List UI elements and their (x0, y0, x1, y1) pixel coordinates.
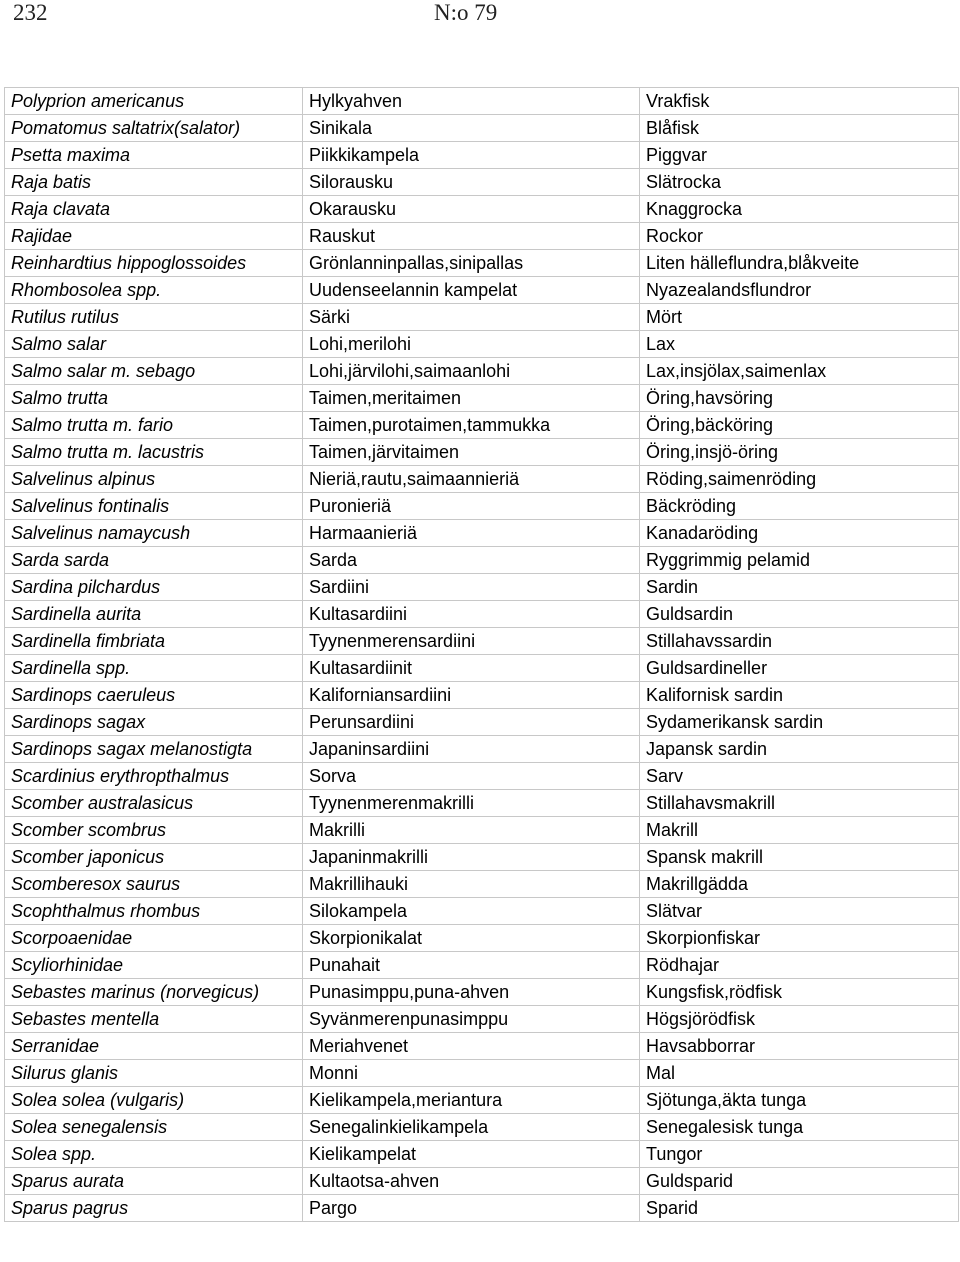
swedish-name-cell: Vrakfisk (640, 88, 959, 115)
latin-name-cell: Salvelinus namaycush (5, 520, 303, 547)
swedish-name-cell: Sydamerikansk sardin (640, 709, 959, 736)
table-row (5, 142, 959, 169)
finnish-name-cell: Uudenseelannin kampelat (303, 277, 640, 304)
finnish-name-cell: Pargo (303, 1195, 640, 1222)
finnish-name-cell: Sarda (303, 547, 640, 574)
swedish-name-cell: Högsjörödfisk (640, 1006, 959, 1033)
latin-name-cell: Scorpoaenidae (5, 925, 303, 952)
swedish-name-cell: Bäckröding (640, 493, 959, 520)
finnish-name-cell: Grönlanninpallas,sinipallas (303, 250, 640, 277)
swedish-name-cell: Havsabborrar (640, 1033, 959, 1060)
swedish-name-cell: Lax,insjölax,saimenlax (640, 358, 959, 385)
table-row (5, 466, 959, 493)
table-row (5, 115, 959, 142)
finnish-name-cell: Punahait (303, 952, 640, 979)
finnish-name-cell: Harmaanieriä (303, 520, 640, 547)
latin-name-cell: Polyprion americanus (5, 88, 303, 115)
table-row (5, 628, 959, 655)
table-row (5, 574, 959, 601)
latin-name-cell: Scophthalmus rhombus (5, 898, 303, 925)
table-row (5, 169, 959, 196)
table-row (5, 196, 959, 223)
latin-name-cell: Sardinella fimbriata (5, 628, 303, 655)
finnish-name-cell: Silorausku (303, 169, 640, 196)
swedish-name-cell: Senegalesisk tunga (640, 1114, 959, 1141)
swedish-name-cell: Liten hälleflundra,blåkveite (640, 250, 959, 277)
swedish-name-cell: Guldsardineller (640, 655, 959, 682)
swedish-name-cell: Mört (640, 304, 959, 331)
table-row (5, 736, 959, 763)
table-row (5, 790, 959, 817)
latin-name-cell: Rajidae (5, 223, 303, 250)
swedish-name-cell: Ryggrimmig pelamid (640, 547, 959, 574)
table-row (5, 871, 959, 898)
swedish-name-cell: Öring,havsöring (640, 385, 959, 412)
swedish-name-cell: Skorpionfiskar (640, 925, 959, 952)
finnish-name-cell: Okarausku (303, 196, 640, 223)
table-row (5, 763, 959, 790)
finnish-name-cell: Makrillihauki (303, 871, 640, 898)
finnish-name-cell: Japaninmakrilli (303, 844, 640, 871)
latin-name-cell: Sardinops caeruleus (5, 682, 303, 709)
latin-name-cell: Solea senegalensis (5, 1114, 303, 1141)
table-row (5, 655, 959, 682)
table-row (5, 277, 959, 304)
finnish-name-cell: Sinikala (303, 115, 640, 142)
finnish-name-cell: Silokampela (303, 898, 640, 925)
finnish-name-cell: Kultaotsa-ahven (303, 1168, 640, 1195)
table-row (5, 547, 959, 574)
table-row (5, 709, 959, 736)
fish-names-table (4, 87, 959, 1222)
swedish-name-cell: Rockor (640, 223, 959, 250)
swedish-name-cell: Öring,insjö-öring (640, 439, 959, 466)
latin-name-cell: Sardinella spp. (5, 655, 303, 682)
finnish-name-cell: Senegalinkielikampela (303, 1114, 640, 1141)
latin-name-cell: Salvelinus alpinus (5, 466, 303, 493)
swedish-name-cell: Stillahavsmakrill (640, 790, 959, 817)
latin-name-cell: Sardina pilchardus (5, 574, 303, 601)
latin-name-cell: Sebastes marinus (norvegicus) (5, 979, 303, 1006)
latin-name-cell: Rhombosolea spp. (5, 277, 303, 304)
finnish-name-cell: Sardiini (303, 574, 640, 601)
swedish-name-cell: Lax (640, 331, 959, 358)
swedish-name-cell: Makrillgädda (640, 871, 959, 898)
finnish-name-cell: Piikkikampela (303, 142, 640, 169)
swedish-name-cell: Kungsfisk,rödfisk (640, 979, 959, 1006)
table-row (5, 493, 959, 520)
swedish-name-cell: Guldsardin (640, 601, 959, 628)
latin-name-cell: Reinhardtius hippoglossoides (5, 250, 303, 277)
swedish-name-cell: Sjötunga,äkta tunga (640, 1087, 959, 1114)
finnish-name-cell: Hylkyahven (303, 88, 640, 115)
table-row (5, 520, 959, 547)
swedish-name-cell: Slätvar (640, 898, 959, 925)
finnish-name-cell: Tyynenmerensardiini (303, 628, 640, 655)
finnish-name-cell: Punasimppu,puna-ahven (303, 979, 640, 1006)
latin-name-cell: Scyliorhinidae (5, 952, 303, 979)
finnish-name-cell: Taimen,purotaimen,tammukka (303, 412, 640, 439)
page-number: 232 (13, 0, 48, 25)
table-row (5, 1141, 959, 1168)
swedish-name-cell: Japansk sardin (640, 736, 959, 763)
latin-name-cell: Raja clavata (5, 196, 303, 223)
finnish-name-cell: Särki (303, 304, 640, 331)
finnish-name-cell: Taimen,meritaimen (303, 385, 640, 412)
finnish-name-cell: Lohi,merilohi (303, 331, 640, 358)
latin-name-cell: Salmo salar (5, 331, 303, 358)
finnish-name-cell: Makrilli (303, 817, 640, 844)
table-row (5, 250, 959, 277)
latin-name-cell: Sarda sarda (5, 547, 303, 574)
swedish-name-cell: Nyazealandsflundror (640, 277, 959, 304)
finnish-name-cell: Puronieriä (303, 493, 640, 520)
swedish-name-cell: Stillahavssardin (640, 628, 959, 655)
swedish-name-cell: Knaggrocka (640, 196, 959, 223)
latin-name-cell: Solea spp. (5, 1141, 303, 1168)
latin-name-cell: Sardinella aurita (5, 601, 303, 628)
latin-name-cell: Pomatomus saltatrix(salator) (5, 115, 303, 142)
latin-name-cell: Rutilus rutilus (5, 304, 303, 331)
table-row (5, 1060, 959, 1087)
swedish-name-cell: Makrill (640, 817, 959, 844)
swedish-name-cell: Tungor (640, 1141, 959, 1168)
finnish-name-cell: Kielikampela,meriantura (303, 1087, 640, 1114)
latin-name-cell: Scomberesox saurus (5, 871, 303, 898)
table-row (5, 979, 959, 1006)
finnish-name-cell: Lohi,järvilohi,saimaanlohi (303, 358, 640, 385)
swedish-name-cell: Öring,bäcköring (640, 412, 959, 439)
finnish-name-cell: Sorva (303, 763, 640, 790)
latin-name-cell: Sardinops sagax (5, 709, 303, 736)
finnish-name-cell: Taimen,järvitaimen (303, 439, 640, 466)
finnish-name-cell: Kaliforniansardiini (303, 682, 640, 709)
latin-name-cell: Serranidae (5, 1033, 303, 1060)
table-row (5, 412, 959, 439)
latin-name-cell: Scardinius erythropthalmus (5, 763, 303, 790)
table-row (5, 304, 959, 331)
latin-name-cell: Raja batis (5, 169, 303, 196)
swedish-name-cell: Sardin (640, 574, 959, 601)
table-row (5, 1114, 959, 1141)
table-row (5, 898, 959, 925)
latin-name-cell: Sparus pagrus (5, 1195, 303, 1222)
latin-name-cell: Scomber japonicus (5, 844, 303, 871)
finnish-name-cell: Nieriä,rautu,saimaannieriä (303, 466, 640, 493)
swedish-name-cell: Rödhajar (640, 952, 959, 979)
finnish-name-cell: Perunsardiini (303, 709, 640, 736)
table-row (5, 817, 959, 844)
swedish-name-cell: Slätrocka (640, 169, 959, 196)
swedish-name-cell: Sarv (640, 763, 959, 790)
table-row (5, 682, 959, 709)
table-row (5, 1087, 959, 1114)
latin-name-cell: Salmo trutta (5, 385, 303, 412)
finnish-name-cell: Kielikampelat (303, 1141, 640, 1168)
swedish-name-cell: Röding,saimenröding (640, 466, 959, 493)
latin-name-cell: Sebastes mentella (5, 1006, 303, 1033)
swedish-name-cell: Guldsparid (640, 1168, 959, 1195)
finnish-name-cell: Meriahvenet (303, 1033, 640, 1060)
swedish-name-cell: Kanadaröding (640, 520, 959, 547)
swedish-name-cell: Sparid (640, 1195, 959, 1222)
table-row (5, 358, 959, 385)
latin-name-cell: Salmo trutta m. lacustris (5, 439, 303, 466)
page-header (0, 0, 960, 40)
table-row (5, 1006, 959, 1033)
table-row (5, 88, 959, 115)
finnish-name-cell: Skorpionikalat (303, 925, 640, 952)
table-row (5, 385, 959, 412)
swedish-name-cell: Piggvar (640, 142, 959, 169)
swedish-name-cell: Mal (640, 1060, 959, 1087)
table-row (5, 601, 959, 628)
table-row (5, 844, 959, 871)
latin-name-cell: Salmo trutta m. fario (5, 412, 303, 439)
finnish-name-cell: Kultasardiini (303, 601, 640, 628)
issue-number: N:o 79 (434, 0, 498, 25)
latin-name-cell: Psetta maxima (5, 142, 303, 169)
finnish-name-cell: Kultasardiinit (303, 655, 640, 682)
swedish-name-cell: Blåfisk (640, 115, 959, 142)
swedish-name-cell: Spansk makrill (640, 844, 959, 871)
latin-name-cell: Salvelinus fontinalis (5, 493, 303, 520)
finnish-name-cell: Tyynenmerenmakrilli (303, 790, 640, 817)
latin-name-cell: Scomber scombrus (5, 817, 303, 844)
table-row (5, 439, 959, 466)
table-row (5, 925, 959, 952)
table-row (5, 223, 959, 250)
latin-name-cell: Scomber australasicus (5, 790, 303, 817)
finnish-name-cell: Japaninsardiini (303, 736, 640, 763)
table-row (5, 331, 959, 358)
latin-name-cell: Salmo salar m. sebago (5, 358, 303, 385)
latin-name-cell: Silurus glanis (5, 1060, 303, 1087)
table-row (5, 1195, 959, 1222)
table-row (5, 1168, 959, 1195)
latin-name-cell: Sparus aurata (5, 1168, 303, 1195)
finnish-name-cell: Syvänmerenpunasimppu (303, 1006, 640, 1033)
latin-name-cell: Sardinops sagax melanostigta (5, 736, 303, 763)
finnish-name-cell: Monni (303, 1060, 640, 1087)
latin-name-cell: Solea solea (vulgaris) (5, 1087, 303, 1114)
table-row (5, 952, 959, 979)
fish-names-table-body (5, 88, 959, 1222)
swedish-name-cell: Kalifornisk sardin (640, 682, 959, 709)
finnish-name-cell: Rauskut (303, 223, 640, 250)
table-row (5, 1033, 959, 1060)
